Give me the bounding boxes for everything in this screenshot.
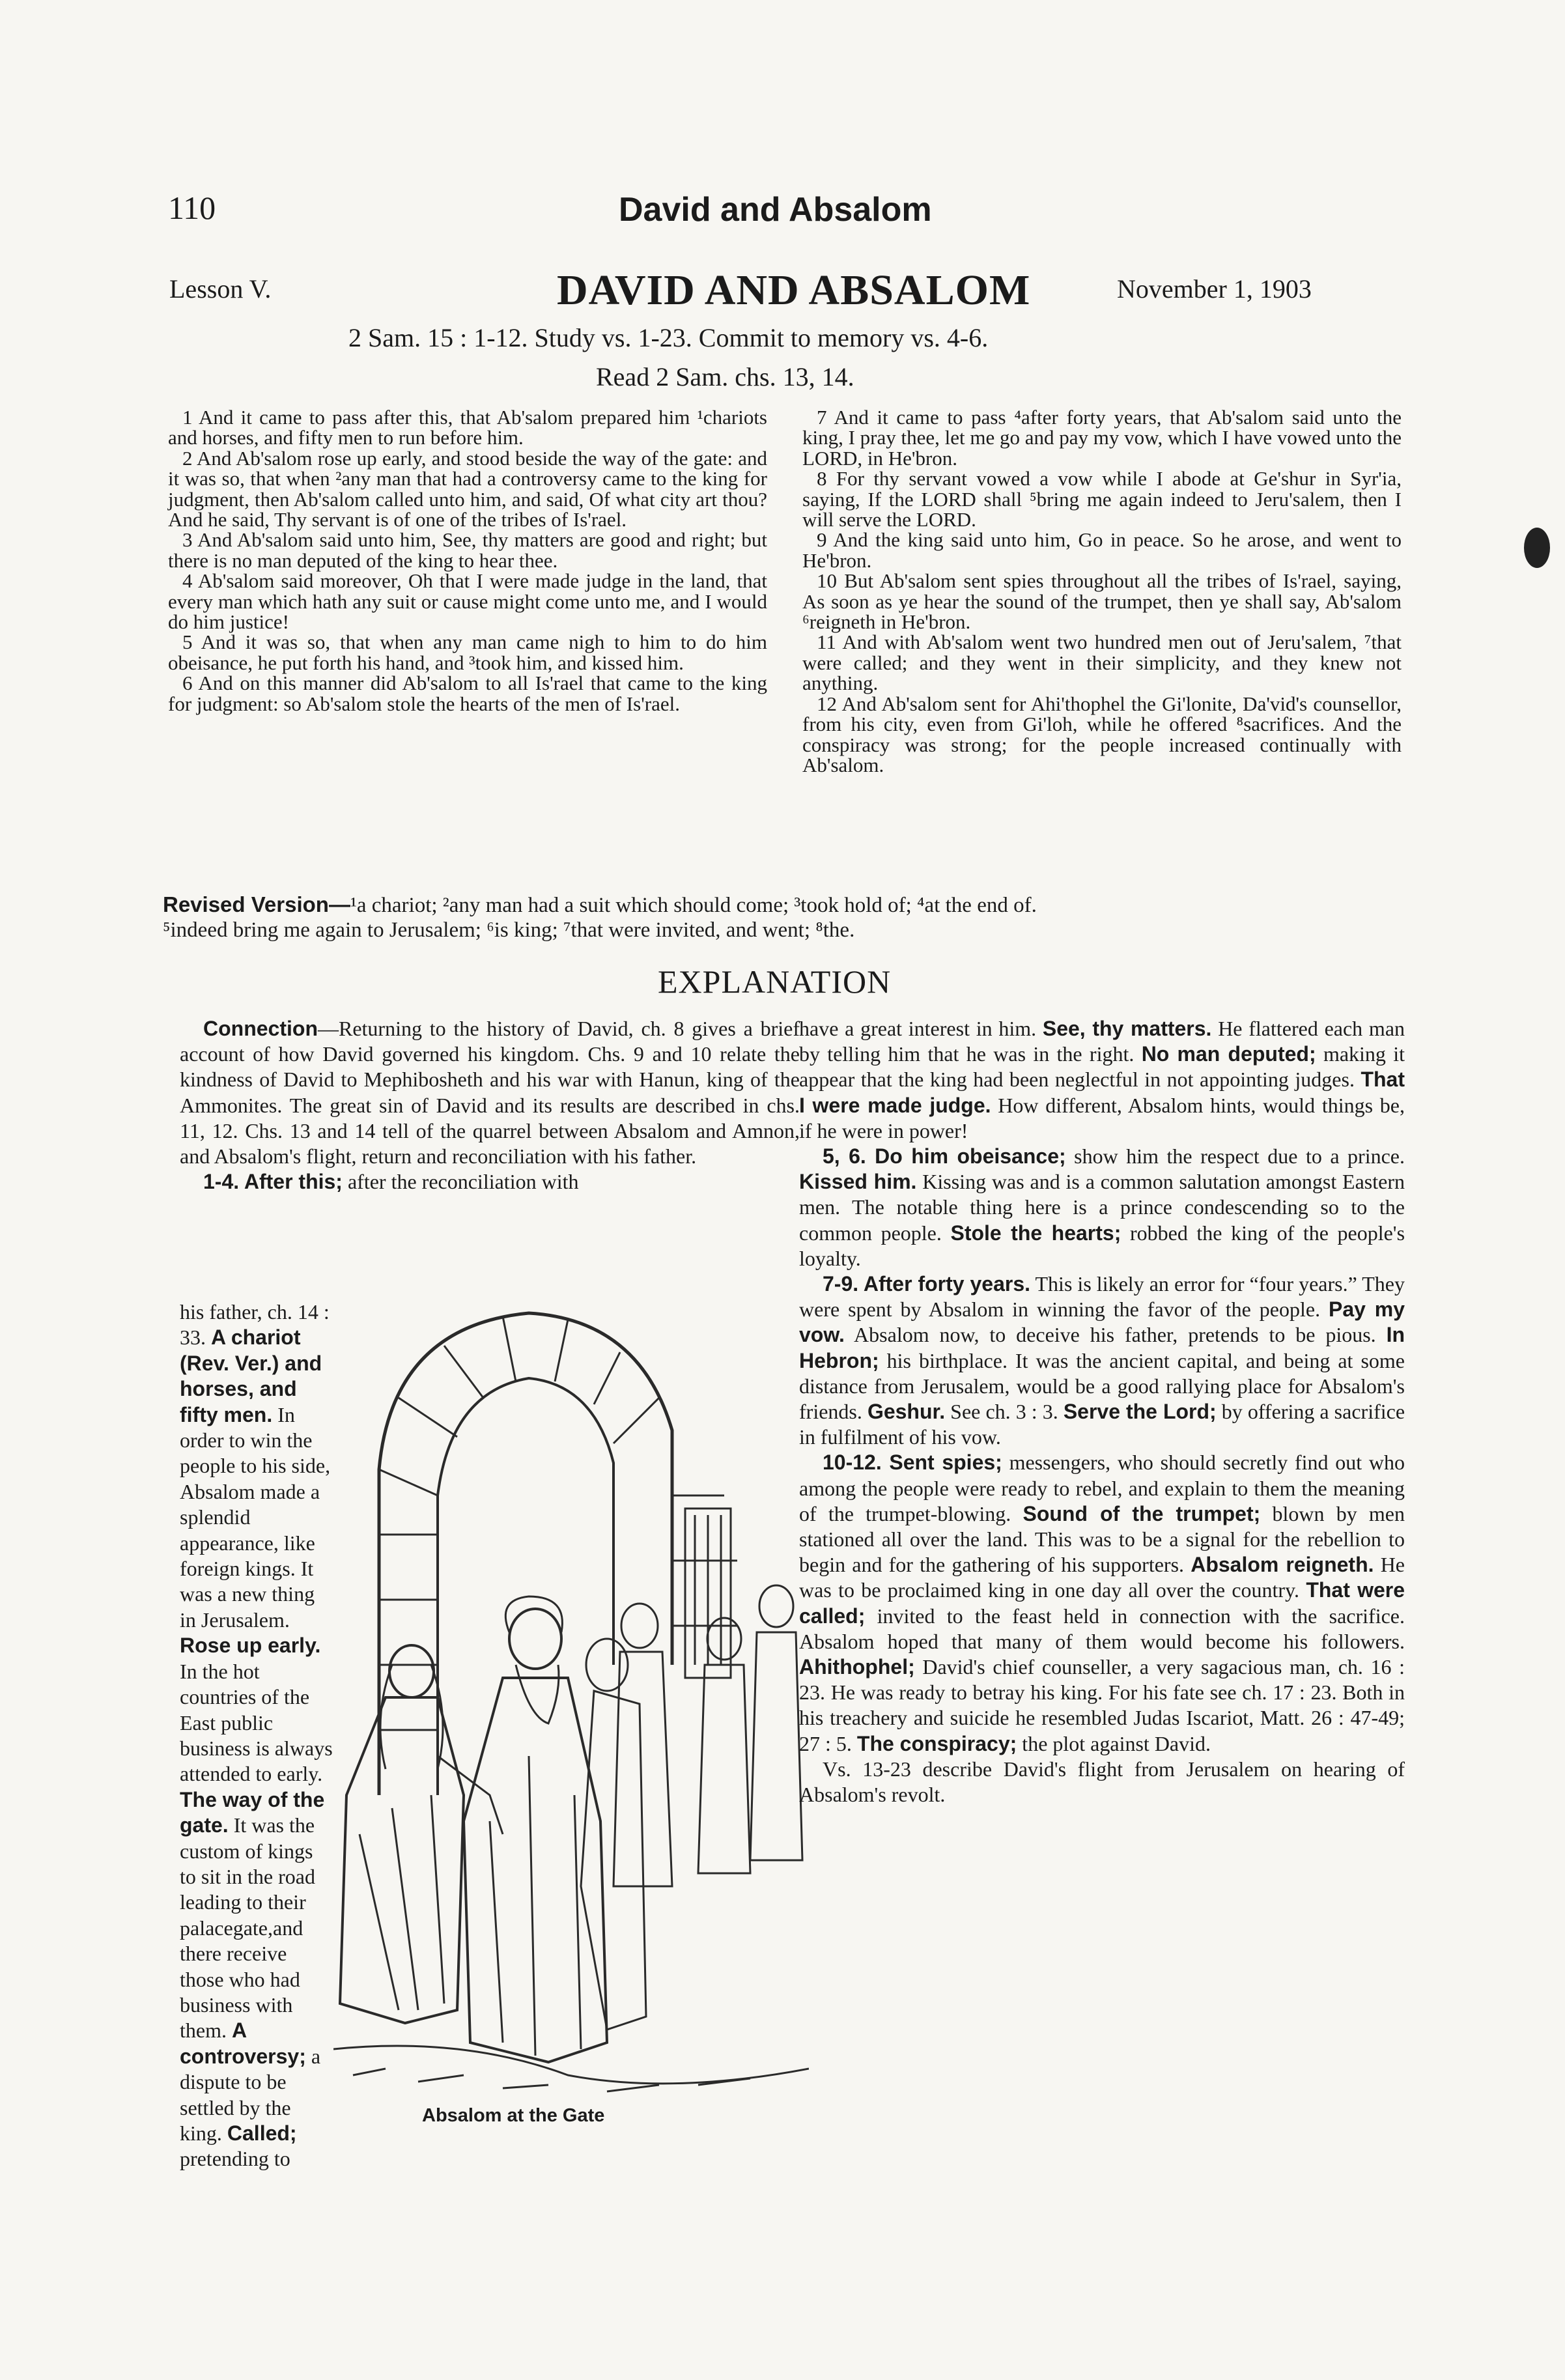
explanation-heading: 10-12. Sent spies;: [823, 1451, 1002, 1475]
explanation-heading: 7-9. After forty years.: [823, 1272, 1031, 1296]
explanation-heading: Pay my vow.: [799, 1297, 1405, 1347]
explanation-heading: The conspiracy;: [856, 1731, 1017, 1755]
lesson-title: DAVID AND ABSALOM: [557, 266, 1031, 314]
lesson-reference: 2 Sam. 15 : 1-12. Study vs. 1-23. Commit to memory vs. 4-6.: [348, 323, 989, 352]
verse-4: 4 Ab'salom said moreover, Oh that I were made judge in the land, that every man which hath any suit or cause might come unto me, and I would do him justice!: [168, 569, 767, 634]
controversy-heading: A controversy;: [180, 2019, 306, 2068]
explanation-text: Absalom now, to deceive his father, pretends to be pious.: [844, 1323, 1387, 1347]
explanation-text: show him the respect due to a prince.: [1065, 1144, 1405, 1169]
illustration-caption: Absalom at the Gate: [422, 2105, 605, 2126]
explanation-heading: 5, 6. Do him obeisance;: [823, 1144, 1066, 1169]
verse-6: 6 And on this manner did Ab'salom to all Is'rael that came to the king for judgment: so Ab'salom stole the hearts of the men of Is'rael.: [168, 672, 767, 715]
explanation-text: How different, Absalom hints, would things be, if he were in power!: [799, 1093, 1405, 1142]
explanation-text: He was to be proclaimed king in one day all over the country.: [799, 1553, 1405, 1602]
rose-early-heading: Rose up early.: [180, 1634, 321, 1658]
explanation-left-full: [180, 1016, 800, 1195]
explanation-left-narrow: [180, 1299, 333, 2172]
verse-7: 7 And it came to pass ⁴after forty years, that Ab'salom said unto the king, I pray thee, let me go and pay my vow, which I have vowed unto the LORD, in He'bron.: [802, 406, 1402, 470]
explanation-heading: Kissed him.: [799, 1170, 917, 1194]
verse-3: 3 And Ab'salom said unto him, See, thy matters are good and right; but there is no man deputed of the king to hear thee.: [168, 528, 767, 572]
explanation-heading: That I were made judge.: [799, 1068, 1405, 1117]
connection-text: —Returning to the history of David, ch. 8 gives a brief account of how David governed his kingdom. Chs. 9 and 10 relate the kindness of David to Mephibosheth and his war with Hanun, king of the Ammonites. The great sin of David and its results are described in chs. 11, 12. Chs. 13 and 14 tell of the quarrel between Absalom and Amnon, and Absalom's flight, return and reconciliation with his father.: [180, 1017, 800, 1169]
revised-version-label: Revised Version—: [163, 892, 350, 916]
explanation-heading: In Hebron;: [799, 1323, 1405, 1372]
controversy-text: a dispute to be settled by the king.: [180, 2044, 321, 2145]
para-verses-5-6: [799, 1144, 1405, 1271]
explanation-text: have a great interest in him.: [799, 1017, 1043, 1040]
explanation-text: by offering a sacrifice in fulfilment of his vow.: [799, 1400, 1405, 1449]
called-heading: Called;: [227, 2121, 297, 2145]
illustration-drawing: [333, 1300, 809, 2103]
verse-5: 5 And it was so, that when any man came nigh to him to do him obeisance, he put forth his hand, and ³took him, and kissed him.: [168, 630, 767, 674]
explanation-text: David's chief counseller, a very sagacious man, ch. 16 : 23. He was ready to betray his king. For his fate see ch. 17 : 23. Both in his treachery and suicide he resembled Judas Iscariot, Matt. 26 : 47-49; 27 : 5.: [799, 1655, 1405, 1755]
explanation-heading: No man deputed;: [1141, 1042, 1316, 1066]
verse-8: 8 For thy servant vowed a vow while I abode at Ge'shur in Syr'ia, saying, If the LORD shall ⁵bring me again indeed to Jeru'salem, then I will serve the LORD.: [802, 467, 1402, 531]
scripture-left-column: [168, 407, 767, 714]
para-see-thy-matters: [799, 1016, 1405, 1144]
revised-version-note: [163, 892, 1413, 942]
illustration-absalom-at-gate: [333, 1300, 809, 2103]
called-text: pretending to: [180, 2147, 290, 2171]
revised-version-line1: ¹a chariot; ²any man had a suit which should come; ³took hold of; ⁴at the end of.: [350, 894, 1037, 917]
revised-version-line2: ⁵indeed bring me again to Jerusalem; ⁶is king; ⁷that were invited, and went; ⁸the.: [163, 918, 855, 942]
explanation-heading: Serve the Lord;: [1063, 1400, 1217, 1424]
explanation-text: Kissing was and is a common salutation amongst Eastern men. The notable thing here is a prince condescending so to the common people.: [799, 1170, 1405, 1245]
explanation-heading: Stole the hearts;: [950, 1221, 1121, 1245]
explanation-heading: Sound of the trumpet;: [1022, 1501, 1261, 1525]
explanation-text: See ch. 3 : 3.: [945, 1400, 1064, 1424]
verse-12: 12 And Ab'salom sent for Ahi'thophel the Gi'lonite, Da'vid's counsellor, from his city, even from Gi'loh, while he offered ⁸sacrifices. And the conspiracy was strong; for the people increased continually with Ab'salom.: [802, 692, 1402, 776]
explanation-text: making it appear that the king had been neglectful in not appointing judges.: [799, 1042, 1405, 1092]
explanation-text: invited to the feast held in connection with the sacrifice. Absalom hoped that many of them would become his followers.: [799, 1604, 1405, 1653]
para-verses-7-9: [799, 1271, 1405, 1450]
explanation-heading: Absalom reigneth.: [1191, 1553, 1374, 1577]
lesson-reading: Read 2 Sam. chs. 13, 14.: [596, 362, 854, 391]
explanation-heading: That were called;: [799, 1578, 1405, 1628]
explanation-text: the plot against David.: [1017, 1731, 1211, 1755]
verses-1-4-heading: 1-4. After this;: [203, 1170, 343, 1194]
explanation-text: He flattered each man by telling him that he was in the right.: [799, 1017, 1405, 1066]
rose-early-text: In the hot countries of the East public business is always attended to early.: [180, 1659, 333, 1786]
running-title: David and Absalom: [619, 191, 932, 229]
verse-11: 11 And with Ab'salom went two hundred men out of Jeru'salem, ⁷that were called; and they went in their simplicity, and they knew not anything.: [802, 630, 1402, 695]
verse-10: 10 But Ab'salom sent spies throughout all the tribes of Is'rael, saying, As soon as ye hear the sound of the trumpet, then ye shall say, Ab'salom ⁶reigneth in He'bron.: [802, 569, 1402, 634]
explanation-right-column: [799, 1016, 1405, 1807]
explanation-title: EXPLANATION: [658, 963, 892, 1000]
lesson-date: November 1, 1903: [1117, 274, 1312, 304]
chariot-text: In order to win the people to his side, Absalom made a splendid appearance, like foreign kings. It was a new thing in Jerusalem.: [180, 1402, 331, 1632]
explanation-text: robbed the king of the people's loyalty.: [799, 1221, 1405, 1270]
chariot-heading: A chariot (Rev. Ver.) and horses, and fifty men.: [180, 1325, 322, 1426]
explanation-heading: Geshur.: [867, 1400, 946, 1424]
explanation-text: his birthplace. It was the ancient capital, and being at some distance from Jerusalem, would be a good rallying place for Absalom's friends.: [799, 1348, 1405, 1424]
explanation-text: blown by men stationed all over the land. This was to be a signal for the rebellion to begin and for the gathering of his supporters.: [799, 1501, 1405, 1577]
way-of-gate-text: It was the custom of kings to sit in the road leading to their palacegate,and there receive those who had business with them.: [180, 1813, 315, 2043]
page-number: 110: [168, 190, 216, 226]
explanation-text: messengers, who should secretly find out who among the people were ready to rebel, and explain to them the meaning of the trumpet-blowing.: [799, 1451, 1405, 1525]
verse-1: 1 And it came to pass after this, that Ab'salom prepared him ¹chariots and horses, and fifty men to run before him.: [168, 406, 767, 449]
para-verses-10-12: [799, 1450, 1405, 1756]
explanation-text: This is likely an error for “four years.” They were spent by Absalom in winning the favor of the people.: [799, 1272, 1405, 1322]
way-of-gate-heading: The way of the gate.: [180, 1787, 325, 1837]
explanation-heading: Ahithophel;: [799, 1655, 915, 1679]
explanation-heading: See, thy matters.: [1042, 1017, 1212, 1040]
lesson-number: Lesson V.: [169, 274, 272, 304]
para-verses-13-23: Vs. 13-23 describe David's flight from Jerusalem on hearing of Absalom's revolt.: [799, 1757, 1405, 1807]
verse-2: 2 And Ab'salom rose up early, and stood beside the way of the gate: and it was so, that when ²any man that had a controversy came to the king for judgment, then Ab'salom called unto him, and said, Of what city art thou? And he said, Thy servant is of one of the tribes of Is'rael.: [168, 446, 767, 531]
connection-heading: Connection: [203, 1017, 318, 1040]
verses-1-4-text: after the reconciliation with: [347, 1170, 579, 1194]
scripture-right-column: [802, 407, 1402, 775]
verse-9: 9 And the king said unto him, Go in peace. So he arose, and went to He'bron.: [802, 528, 1402, 572]
narrow-intro: his father, ch. 14 : 33.: [180, 1300, 330, 1350]
ink-blot: [1524, 528, 1550, 568]
